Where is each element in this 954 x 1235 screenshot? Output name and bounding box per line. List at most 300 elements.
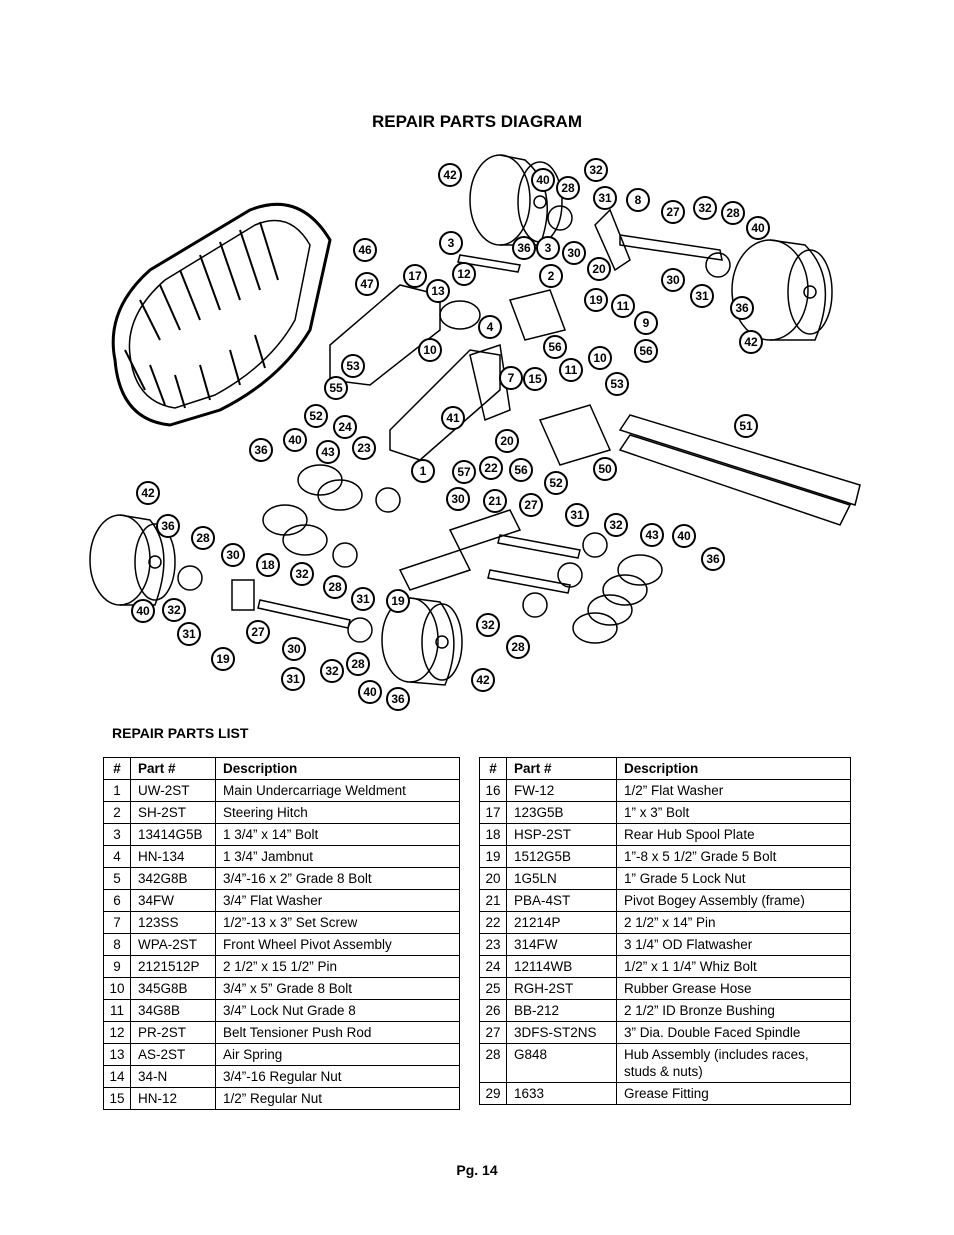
svg-text:31: 31 — [182, 627, 196, 641]
table-row — [104, 868, 460, 890]
callout-56 — [510, 459, 532, 481]
table-row — [104, 1044, 460, 1066]
bogey-frame-lower — [400, 550, 470, 590]
table-row — [104, 956, 460, 978]
table-row — [104, 780, 460, 802]
callout-30 — [447, 488, 469, 510]
page-title: REPAIR PARTS DIAGRAM — [372, 112, 582, 131]
part-description: 1/2” x 1 1/4” Whiz Bolt — [617, 956, 851, 978]
table-row — [104, 1066, 460, 1088]
callout-43 — [317, 441, 339, 463]
hub-top-right — [706, 253, 730, 277]
svg-text:20: 20 — [592, 262, 606, 276]
part-number-index: 8 — [104, 934, 131, 956]
part-number-index: 21 — [480, 890, 507, 912]
part-number: 3DFS-ST2NS — [507, 1022, 617, 1044]
part-number: RGH-2ST — [507, 978, 617, 1000]
callout-52 — [305, 405, 327, 427]
part-number-index: 7 — [104, 912, 131, 934]
callout-20 — [588, 258, 610, 280]
callout-36 — [157, 515, 179, 537]
svg-text:31: 31 — [356, 592, 370, 606]
col-header-part: Part # — [131, 758, 216, 780]
part-description: 1/2”-13 x 3” Set Screw — [216, 912, 460, 934]
svg-text:30: 30 — [226, 548, 240, 562]
part-number-index: 4 — [104, 846, 131, 868]
part-number-index: 28 — [480, 1044, 507, 1083]
hub-roller-lower — [333, 543, 357, 567]
part-number: UW-2ST — [131, 780, 216, 802]
callout-40 — [132, 600, 154, 622]
callout-19 — [387, 590, 409, 612]
svg-text:32: 32 — [481, 618, 495, 632]
part-description: Front Wheel Pivot Assembly — [216, 934, 460, 956]
part-number: FW-12 — [507, 780, 617, 802]
callout-51 — [735, 415, 757, 437]
callout-18 — [257, 554, 279, 576]
callout-19 — [212, 648, 234, 670]
part-number: 34FW — [131, 890, 216, 912]
parts-list-title: REPAIR PARTS LIST — [112, 725, 249, 741]
svg-text:4: 4 — [486, 320, 494, 334]
part-number-index: 23 — [480, 934, 507, 956]
callout-32 — [291, 563, 313, 585]
rollers-right — [573, 555, 662, 643]
part-number-index: 22 — [480, 912, 507, 934]
svg-text:53: 53 — [346, 359, 360, 373]
table-row — [480, 824, 851, 846]
part-description: Pivot Bogey Assembly (frame) — [617, 890, 851, 912]
callout-12 — [453, 263, 475, 285]
callout-42 — [740, 331, 762, 353]
svg-text:40: 40 — [288, 433, 302, 447]
bogey-frame-upper — [450, 510, 520, 550]
front-wheel-right — [732, 240, 832, 340]
part-number: 1633 — [507, 1083, 617, 1105]
svg-text:32: 32 — [609, 518, 623, 532]
svg-text:18: 18 — [261, 558, 275, 572]
svg-text:50: 50 — [598, 462, 612, 476]
svg-text:28: 28 — [726, 206, 740, 220]
svg-text:28: 28 — [196, 531, 210, 545]
callout-32 — [605, 514, 627, 536]
svg-text:9: 9 — [642, 316, 650, 330]
svg-text:41: 41 — [446, 411, 460, 425]
callout-56 — [544, 336, 566, 358]
col-header-desc: Description — [216, 758, 460, 780]
callout-31 — [566, 504, 588, 526]
air-spring — [440, 301, 480, 329]
callout-42 — [439, 164, 461, 186]
svg-text:3: 3 — [447, 236, 455, 250]
part-number-index: 9 — [104, 956, 131, 978]
svg-text:28: 28 — [511, 640, 525, 654]
callout-27 — [520, 494, 542, 516]
table-row — [480, 1083, 851, 1105]
svg-text:55: 55 — [329, 381, 343, 395]
table-row — [104, 846, 460, 868]
svg-text:15: 15 — [528, 372, 542, 386]
callout-10 — [419, 339, 441, 361]
table-row — [480, 1044, 851, 1083]
svg-text:31: 31 — [695, 289, 709, 303]
callout-11 — [560, 359, 582, 381]
callout-27 — [247, 621, 269, 643]
svg-text:30: 30 — [666, 273, 680, 287]
svg-text:28: 28 — [561, 181, 575, 195]
table-row — [480, 780, 851, 802]
part-number-index: 1 — [104, 780, 131, 802]
callout-43 — [641, 524, 663, 546]
callout-15 — [524, 368, 546, 390]
svg-text:28: 28 — [328, 580, 342, 594]
callout-19 — [585, 289, 607, 311]
part-number: HSP-2ST — [507, 824, 617, 846]
svg-text:36: 36 — [735, 301, 749, 315]
svg-text:31: 31 — [570, 508, 584, 522]
part-description: Rubber Grease Hose — [617, 978, 851, 1000]
part-number-index: 13 — [104, 1044, 131, 1066]
callout-8 — [627, 189, 649, 211]
svg-text:40: 40 — [536, 173, 550, 187]
callout-4 — [479, 316, 501, 338]
svg-text:32: 32 — [167, 603, 181, 617]
part-description: Hub Assembly (includes races, studs & nuts) — [617, 1044, 851, 1083]
callout-53 — [606, 373, 628, 395]
part-description: 3/4” x 5” Grade 8 Bolt — [216, 978, 460, 1000]
part-number-index: 15 — [104, 1088, 131, 1110]
parts-table-left — [103, 757, 460, 1110]
part-number: 1512G5B — [507, 846, 617, 868]
frame-51-lower — [620, 435, 850, 525]
callout-2 — [540, 265, 562, 287]
callout-32 — [477, 614, 499, 636]
svg-text:51: 51 — [739, 419, 753, 433]
svg-text:24: 24 — [338, 420, 352, 434]
svg-text:40: 40 — [677, 529, 691, 543]
part-number-index: 27 — [480, 1022, 507, 1044]
svg-text:43: 43 — [645, 528, 659, 542]
part-number-index: 2 — [104, 802, 131, 824]
table-row — [480, 1022, 851, 1044]
callout-27 — [662, 201, 684, 223]
part-number-index: 11 — [104, 1000, 131, 1022]
svg-text:31: 31 — [598, 191, 612, 205]
hub-bogey-upper — [583, 533, 607, 557]
part-number: PBA-4ST — [507, 890, 617, 912]
part-number: 12114WB — [507, 956, 617, 978]
part-number-index: 20 — [480, 868, 507, 890]
svg-text:27: 27 — [524, 498, 538, 512]
col-header-desc: Description — [617, 758, 851, 780]
callout-30 — [222, 544, 244, 566]
svg-text:10: 10 — [593, 351, 607, 365]
part-number-index: 12 — [104, 1022, 131, 1044]
part-number-index: 19 — [480, 846, 507, 868]
part-number: 34G8B — [131, 1000, 216, 1022]
table-row — [480, 978, 851, 1000]
part-description: 2 1/2” x 14” Pin — [617, 912, 851, 934]
table-row — [104, 802, 460, 824]
part-number-index: 6 — [104, 890, 131, 912]
callout-28 — [507, 636, 529, 658]
part-number: 314FW — [507, 934, 617, 956]
part-number-index: 29 — [480, 1083, 507, 1105]
svg-text:32: 32 — [295, 567, 309, 581]
table-row — [104, 978, 460, 1000]
part-number: HN-134 — [131, 846, 216, 868]
callout-3 — [537, 237, 559, 259]
part-description: 3/4”-16 x 2” Grade 8 Bolt — [216, 868, 460, 890]
svg-text:3: 3 — [544, 241, 552, 255]
table-row — [480, 956, 851, 978]
callout-28 — [722, 202, 744, 224]
table-row — [104, 1022, 460, 1044]
callout-23 — [353, 437, 375, 459]
parts-table-right — [479, 757, 851, 1105]
svg-text:46: 46 — [358, 243, 372, 257]
part-description: 2 1/2” ID Bronze Bushing — [617, 1000, 851, 1022]
table-row — [480, 934, 851, 956]
callout-52 — [545, 472, 567, 494]
svg-text:42: 42 — [744, 335, 758, 349]
callout-53 — [342, 355, 364, 377]
svg-text:31: 31 — [286, 672, 300, 686]
part-number: 34-N — [131, 1066, 216, 1088]
svg-text:7: 7 — [507, 371, 515, 385]
callout-57 — [453, 461, 475, 483]
repair-parts-diagram — [70, 150, 880, 720]
callout-40 — [359, 681, 381, 703]
part-description: 3 1/4” OD Flatwasher — [617, 934, 851, 956]
svg-text:22: 22 — [484, 461, 498, 475]
svg-text:20: 20 — [500, 434, 514, 448]
callout-1 — [412, 460, 434, 482]
svg-text:11: 11 — [564, 363, 578, 377]
callout-41 — [442, 407, 464, 429]
svg-text:30: 30 — [451, 492, 465, 506]
part-number-index: 10 — [104, 978, 131, 1000]
part-number: G848 — [507, 1044, 617, 1083]
svg-text:40: 40 — [136, 604, 150, 618]
callout-22 — [480, 457, 502, 479]
part-description: Belt Tensioner Push Rod — [216, 1022, 460, 1044]
callout-28 — [557, 177, 579, 199]
spindle-top — [620, 235, 722, 260]
svg-text:56: 56 — [514, 463, 528, 477]
part-number: 13414G5B — [131, 824, 216, 846]
callout-36 — [387, 688, 409, 710]
part-description: 3/4” Flat Washer — [216, 890, 460, 912]
part-description: 3/4” Lock Nut Grade 8 — [216, 1000, 460, 1022]
svg-text:42: 42 — [476, 673, 490, 687]
svg-text:13: 13 — [431, 284, 445, 298]
part-description: Air Spring — [216, 1044, 460, 1066]
svg-text:19: 19 — [216, 652, 230, 666]
svg-text:36: 36 — [161, 519, 175, 533]
callout-46 — [354, 239, 376, 261]
hub-rear-left — [178, 566, 202, 590]
callout-36 — [513, 237, 535, 259]
part-description: 3” Dia. Double Faced Spindle — [617, 1022, 851, 1044]
svg-text:21: 21 — [488, 494, 502, 508]
part-description: Main Undercarriage Weldment — [216, 780, 460, 802]
callout-31 — [594, 187, 616, 209]
callout-36 — [702, 548, 724, 570]
col-header-part: Part # — [507, 758, 617, 780]
callout-40 — [673, 525, 695, 547]
callout-28 — [192, 527, 214, 549]
part-number-index: 3 — [104, 824, 131, 846]
callout-31 — [178, 623, 200, 645]
svg-text:56: 56 — [548, 340, 562, 354]
callout-40 — [532, 169, 554, 191]
part-description: 1/2” Flat Washer — [617, 780, 851, 802]
part-number: 342G8B — [131, 868, 216, 890]
svg-text:1: 1 — [419, 464, 427, 478]
svg-text:27: 27 — [666, 205, 680, 219]
callout-31 — [691, 285, 713, 307]
table-row — [104, 934, 460, 956]
callout-32 — [321, 660, 343, 682]
svg-text:12: 12 — [457, 267, 471, 281]
part-number: AS-2ST — [131, 1044, 216, 1066]
callout-36 — [731, 297, 753, 319]
part-number: HN-12 — [131, 1088, 216, 1110]
svg-text:17: 17 — [408, 269, 422, 283]
callout-56 — [635, 340, 657, 362]
svg-text:43: 43 — [321, 445, 335, 459]
part-number: PR-2ST — [131, 1022, 216, 1044]
table-row — [104, 1088, 460, 1110]
table-row — [480, 890, 851, 912]
part-number-index: 26 — [480, 1000, 507, 1022]
svg-text:32: 32 — [698, 201, 712, 215]
part-description: Steering Hitch — [216, 802, 460, 824]
main-undercarriage — [390, 350, 500, 460]
callout-28 — [347, 653, 369, 675]
callout-40 — [284, 429, 306, 451]
spindle-left — [258, 600, 350, 628]
part-number: 123G5B — [507, 802, 617, 824]
callout-55 — [325, 377, 347, 399]
callout-47 — [356, 273, 378, 295]
part-description: 3/4”-16 Regular Nut — [216, 1066, 460, 1088]
svg-text:8: 8 — [634, 193, 642, 207]
table-header-row — [480, 758, 851, 780]
svg-text:57: 57 — [457, 465, 471, 479]
part-description: 2 1/2” x 15 1/2” Pin — [216, 956, 460, 978]
callout-31 — [282, 668, 304, 690]
col-header-num: # — [480, 758, 507, 780]
table-row — [104, 912, 460, 934]
svg-text:36: 36 — [254, 443, 268, 457]
svg-text:30: 30 — [567, 246, 581, 260]
part-number-index: 25 — [480, 978, 507, 1000]
callout-30 — [662, 269, 684, 291]
part-number: WPA-2ST — [131, 934, 216, 956]
svg-text:40: 40 — [363, 685, 377, 699]
callout-10 — [589, 347, 611, 369]
callout-30 — [563, 242, 585, 264]
svg-text:42: 42 — [443, 168, 457, 182]
table-header-row — [104, 758, 460, 780]
table-row — [480, 802, 851, 824]
callout-28 — [324, 576, 346, 598]
part-description: 1” x 3” Bolt — [617, 802, 851, 824]
part-number-index: 14 — [104, 1066, 131, 1088]
svg-text:11: 11 — [616, 299, 630, 313]
callout-40 — [747, 217, 769, 239]
part-description: 1 3/4” x 14” Bolt — [216, 824, 460, 846]
callout-20 — [496, 430, 518, 452]
hub-bogey-mid — [558, 563, 582, 587]
svg-text:56: 56 — [639, 344, 653, 358]
callout-7 — [500, 367, 522, 389]
part-number-index: 17 — [480, 802, 507, 824]
page-number: Pg. 14 — [456, 1162, 498, 1178]
part-number: 2121512P — [131, 956, 216, 978]
steering-hitch — [510, 290, 565, 340]
callout-32 — [585, 159, 607, 181]
svg-text:19: 19 — [391, 594, 405, 608]
hub-spool-plate — [232, 580, 254, 610]
svg-text:53: 53 — [610, 377, 624, 391]
table-row — [104, 824, 460, 846]
callout-3 — [440, 232, 462, 254]
callout-32 — [694, 197, 716, 219]
callout-32 — [163, 599, 185, 621]
part-number-index: 5 — [104, 868, 131, 890]
table-row — [480, 868, 851, 890]
table-row — [480, 1000, 851, 1022]
spindle-right-upper — [498, 535, 580, 558]
svg-text:30: 30 — [287, 642, 301, 656]
svg-text:32: 32 — [325, 664, 339, 678]
hub-rear-bottom — [348, 618, 372, 642]
svg-text:52: 52 — [309, 409, 323, 423]
part-description: Rear Hub Spool Plate — [617, 824, 851, 846]
table-row — [104, 1000, 460, 1022]
callout-42 — [137, 482, 159, 504]
svg-text:36: 36 — [706, 552, 720, 566]
callout-50 — [594, 458, 616, 480]
part-description: 1”-8 x 5 1/2” Grade 5 Bolt — [617, 846, 851, 868]
part-description: 1 3/4” Jambnut — [216, 846, 460, 868]
part-number: BB-212 — [507, 1000, 617, 1022]
svg-text:19: 19 — [589, 293, 603, 307]
svg-text:23: 23 — [357, 441, 371, 455]
pipe-50 — [540, 405, 610, 465]
callout-42 — [472, 669, 494, 691]
hub-roller-left — [376, 488, 400, 512]
part-number: 1G5LN — [507, 868, 617, 890]
rollers-left — [263, 465, 362, 555]
svg-text:28: 28 — [351, 657, 365, 671]
front-wheel-top — [470, 155, 562, 245]
table-row — [104, 890, 460, 912]
callout-17 — [404, 265, 426, 287]
callout-11 — [612, 295, 634, 317]
part-number-index: 24 — [480, 956, 507, 978]
part-description: Grease Fitting — [617, 1083, 851, 1105]
part-number-index: 18 — [480, 824, 507, 846]
callout-13 — [427, 280, 449, 302]
part-description: 1” Grade 5 Lock Nut — [617, 868, 851, 890]
table-row — [480, 846, 851, 868]
svg-text:27: 27 — [251, 625, 265, 639]
callout-36 — [250, 439, 272, 461]
